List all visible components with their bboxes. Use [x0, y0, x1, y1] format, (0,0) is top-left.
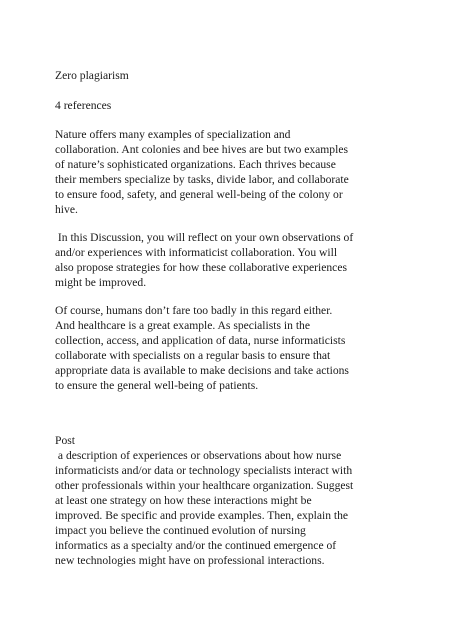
paragraph-discussion: In this Discussion, you will reflect on your own observations of and/or experiences with informaticist collaboration. You will also propose strategies for how these collaborative experiences might be improved. — [55, 231, 354, 289]
paragraph-nature: Nature offers many examples of specialization and collaboration. Ant colonies and bee hives are but two examples of nature’s sophisticated organizations. Each thrives because their members specialize by tasks, divide labor, and collaborate to ensure food, safety, and general well-being of the colony or hive. — [55, 128, 349, 216]
paragraph-healthcare: Of course, humans don’t fare too badly in this regard either. And healthcare is a great example. As specialists in the collection, access, and application of data, nurse informaticists collaborate with specialists on a regular basis to ensure that appropriate data is available to make decisions and take actions to ensure the general well-being of patients. — [55, 304, 349, 392]
references-note: 4 references — [55, 99, 112, 112]
document-title: Zero plagiarism — [55, 69, 129, 82]
post-heading: Post — [55, 434, 75, 447]
post-instructions: a description of experiences or observations about how nurse informaticists and/or data or technology specialists interact with other professionals within your healthcare organization. Suggest at least one strategy on how these interactions might be improved. Be specific and provide examples. Then, explain the impact you believe the continued evolution of nursing informatics as a specialty and/or the continued emergence of new technologies might have on professional interactions. — [55, 449, 354, 567]
